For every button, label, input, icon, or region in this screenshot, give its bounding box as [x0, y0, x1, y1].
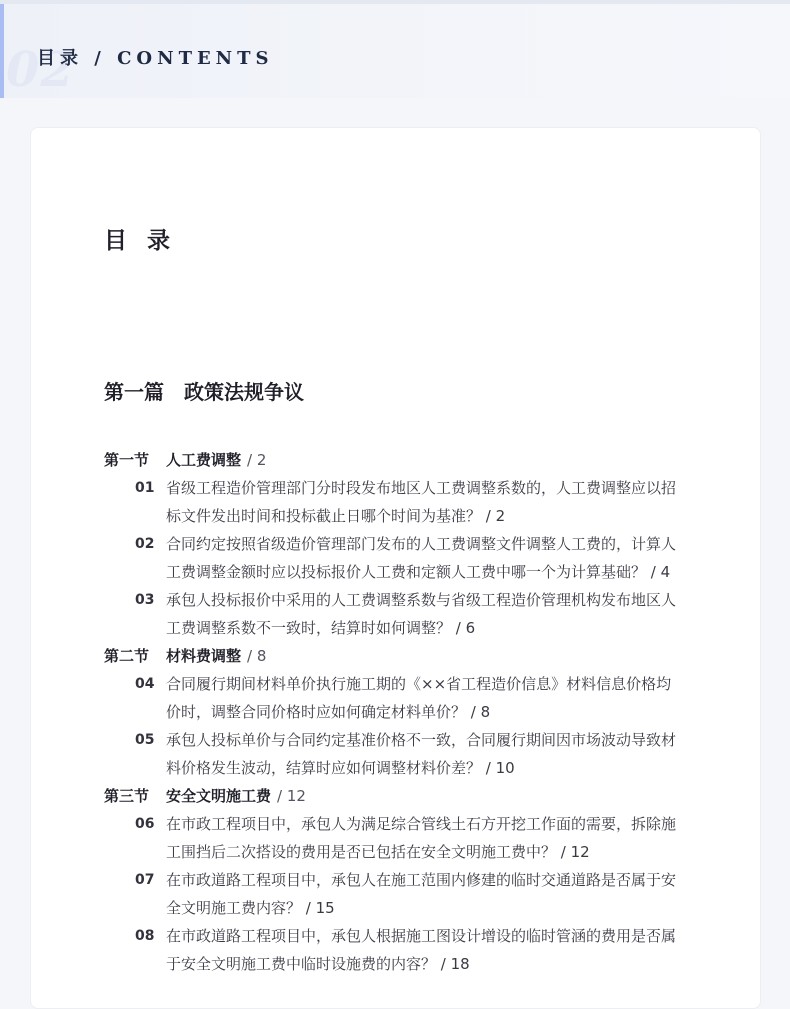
- section-title: 人工费调整: [166, 451, 242, 469]
- toc-section[interactable]: [104, 782, 684, 810]
- toc-item[interactable]: [104, 810, 684, 866]
- item-number: 06: [135, 816, 155, 832]
- item-number: 03: [135, 592, 155, 608]
- toc-item[interactable]: [104, 474, 684, 530]
- section-page: / 8: [247, 647, 267, 665]
- item-text: 在市政道路工程项目中，承包人根据施工图设计增设的临时管涵的费用是否属于安全文明施工费中临时设施费的内容？ / 18: [166, 927, 677, 973]
- part-heading: [104, 376, 304, 405]
- section-page: / 12: [277, 787, 306, 805]
- section-page: / 2: [247, 451, 267, 469]
- item-text: 在市政道路工程项目中，承包人在施工范围内修建的临时交通道路是否属于安全文明施工费内容？ / 15: [166, 871, 677, 917]
- page-header: [0, 4, 790, 98]
- item-number: 05: [135, 732, 155, 748]
- toc-item[interactable]: [104, 530, 684, 586]
- table-of-contents: [104, 446, 684, 978]
- item-number: 02: [135, 536, 155, 552]
- section-title: 材料费调整: [166, 647, 242, 665]
- item-text: 承包人投标报价中采用的人工费调整系数与省级工程造价管理机构发布地区人工费调整系数不一致时，结算时如何调整？ / 6: [166, 591, 677, 637]
- toc-item[interactable]: [104, 866, 684, 922]
- header-accent-bar: [0, 4, 4, 98]
- item-text: 省级工程造价管理部门分时段发布地区人工费调整系数的，人工费调整应以招标文件发出时间和投标截止日哪个时间为基准？ / 2: [166, 479, 677, 525]
- toc-item[interactable]: [104, 922, 684, 978]
- toc-item[interactable]: [104, 726, 684, 782]
- item-text: 承包人投标单价与合同约定基准价格不一致，合同履行期间因市场波动导致材料价格发生波动，结算时应如何调整材料价差？ / 10: [166, 731, 677, 777]
- section-title: 安全文明施工费: [166, 787, 272, 805]
- item-text: 合同履行期间材料单价执行施工期的《××省工程造价信息》材料信息价格均价时，调整合同价格时应如何确定材料单价？ / 8: [166, 675, 672, 721]
- chapter-number-watermark: 02: [6, 42, 75, 98]
- item-number: 08: [135, 928, 155, 944]
- document-title: 目 录: [104, 228, 177, 254]
- section-number: 第一节: [104, 451, 150, 469]
- part-name: 政策法规争议: [184, 380, 304, 404]
- item-number: 07: [135, 872, 155, 888]
- toc-item[interactable]: [104, 670, 684, 726]
- item-text: 在市政工程项目中，承包人为满足综合管线土石方开挖工作面的需要，拆除施工围挡后二次搭设的费用是否已包括在安全文明施工费中？ / 12: [166, 815, 677, 861]
- toc-section[interactable]: [104, 446, 684, 474]
- part-label: 第一篇: [104, 380, 164, 404]
- section-number: 第二节: [104, 647, 150, 665]
- item-number: 01: [135, 480, 155, 496]
- item-text: 合同约定按照省级造价管理部门发布的人工费调整文件调整人工费的，计算人工费调整金额时应以投标报价人工费和定额人工费中哪一个为计算基础？ / 4: [166, 535, 677, 581]
- section-number: 第三节: [104, 787, 150, 805]
- toc-section[interactable]: [104, 642, 684, 670]
- item-number: 04: [135, 676, 155, 692]
- header-title: 目录 / CONTENTS: [37, 48, 274, 69]
- toc-item[interactable]: [104, 586, 684, 642]
